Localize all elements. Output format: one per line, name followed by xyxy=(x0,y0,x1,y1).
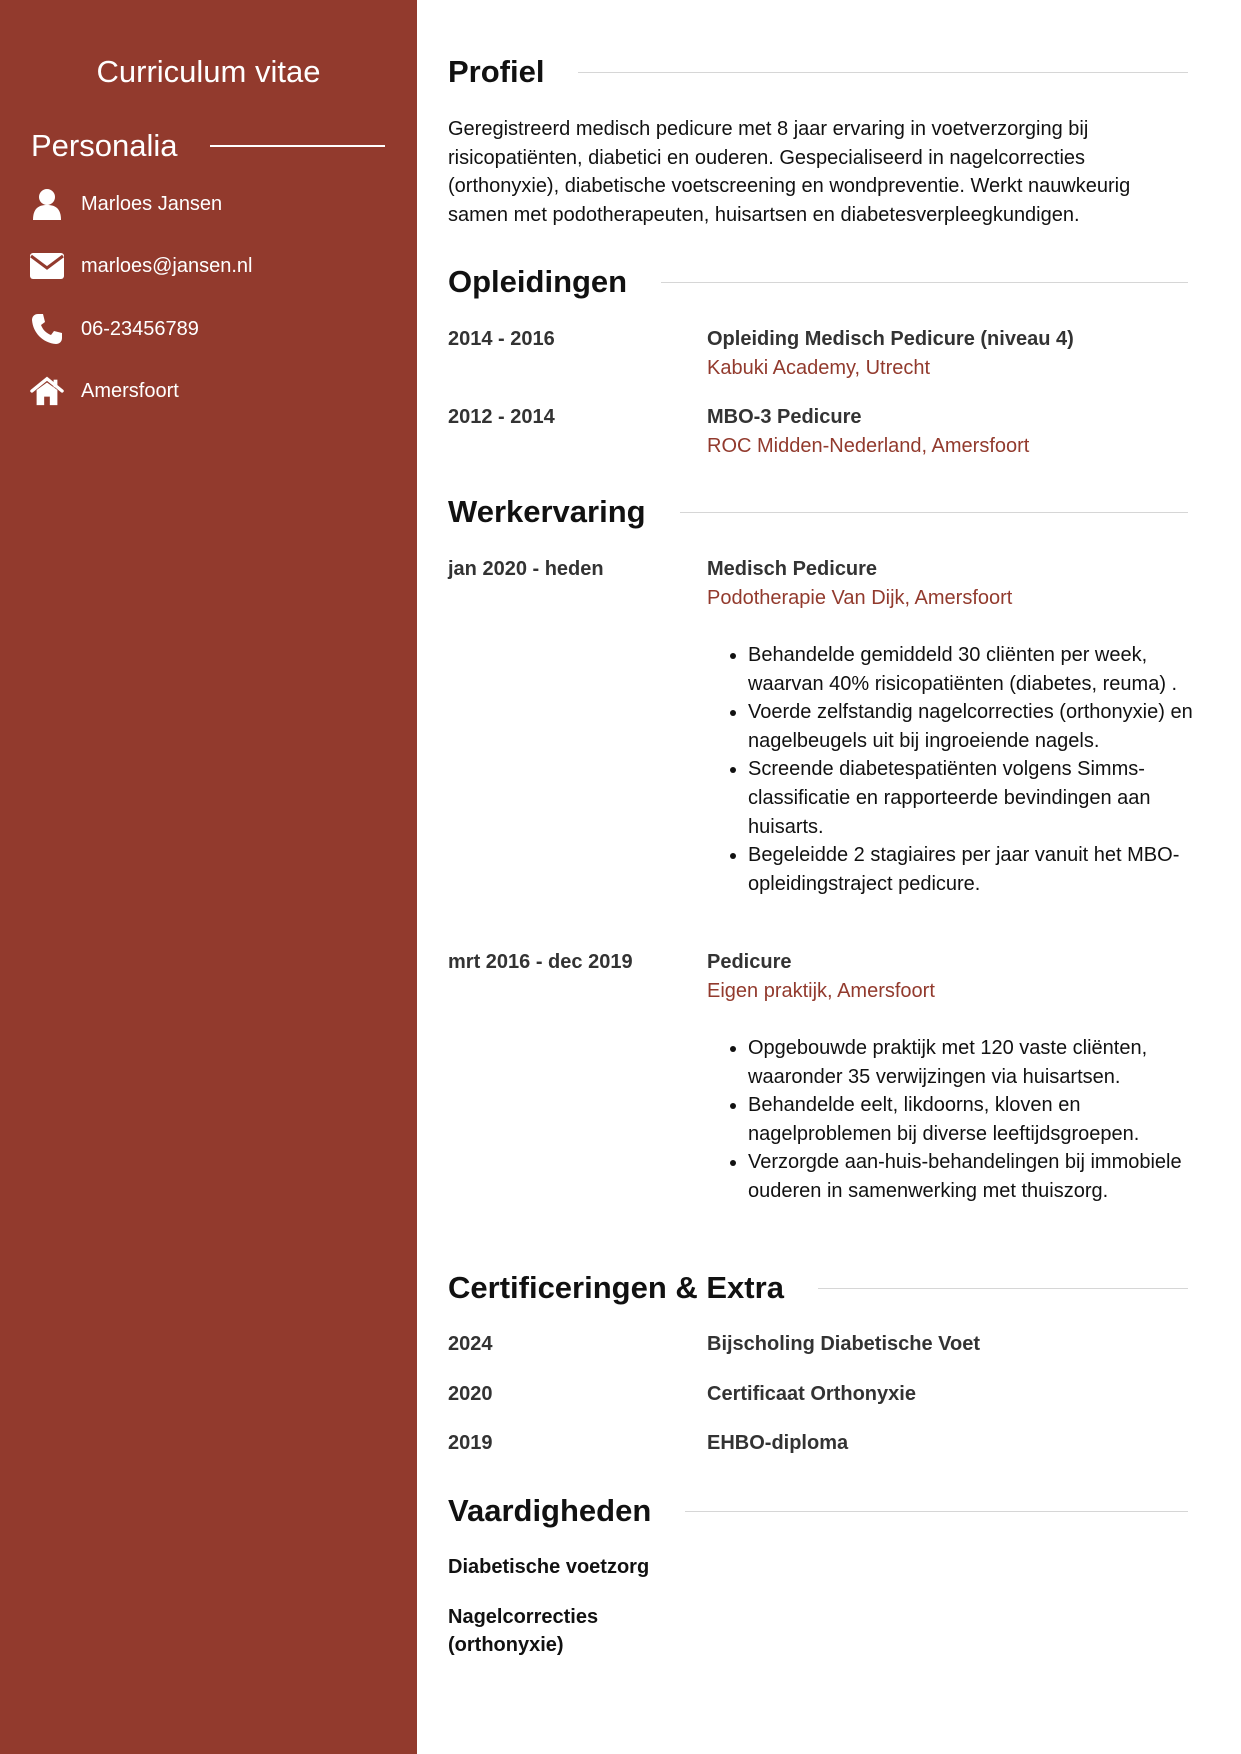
document-title: Curriculum vitae xyxy=(96,54,321,89)
profile-text: Geregistreerd medisch pedicure met 8 jaar ervaring in voetverzorging bij risicopatiënten, diabetici en ouderen. Gespecialiseerd in nagelcorrecties (orthonyxie), diabetische voetscreening en wondpreventie. Werkt nauwkeurig samen met podotherapeuten, huisartsen en diabetesverpleegkundigen. xyxy=(448,118,1131,226)
experience-period: mrt 2016 - dec 2019 xyxy=(448,951,633,973)
personalia-heading: Personalia xyxy=(31,128,178,163)
certification-title: EHBO-diploma xyxy=(707,1432,849,1454)
home-icon xyxy=(30,374,64,408)
contact-email-text[interactable]: marloes@jansen.nl xyxy=(81,254,253,277)
experience-employer: Podotherapie Van Dijk, Amersfoort xyxy=(707,587,1013,609)
experience-section-header xyxy=(448,492,1188,532)
user-icon xyxy=(30,187,64,221)
experience-bullets xyxy=(707,641,1228,898)
contact-city-text: Amersfoort xyxy=(81,379,179,402)
contact-city xyxy=(30,371,179,411)
list-item: • Behandelde gemiddeld 30 cliënten per week, waarvan 40% risicopatiënten (diabetes, reuma) . xyxy=(748,641,1228,698)
list-item: • Screende diabetespatiënten volgens Simms-classificatie en rapporteerde bevindingen aan huisarts. xyxy=(748,755,1228,841)
education-title: Opleiding Medisch Pedicure (niveau 4) xyxy=(707,328,1074,350)
experience-title: Medisch Pedicure xyxy=(707,558,878,580)
contact-phone-text[interactable]: 06-23456789 xyxy=(81,317,199,340)
certification-title: Bijscholing Diabetische Voet xyxy=(707,1333,981,1355)
certifications-heading: Certificeringen & Extra xyxy=(448,1268,818,1308)
skills-heading: Vaardigheden xyxy=(448,1491,685,1531)
contact-email[interactable] xyxy=(30,246,253,286)
list-item: • Begeleidde 2 stagiaires per jaar vanuit het MBO-opleidingstraject pedicure. xyxy=(748,841,1228,898)
certification-year: 2020 xyxy=(448,1383,493,1405)
list-item: • Verzorgde aan-huis-behandelingen bij immobiele ouderen in samenwerking met thuiszorg. xyxy=(748,1148,1228,1205)
education-institution: Kabuki Academy, Utrecht xyxy=(707,357,931,379)
profile-section-header xyxy=(448,52,1188,92)
contact-name-text: Marloes Jansen xyxy=(81,192,223,215)
personalia-divider xyxy=(210,145,385,147)
profile-heading: Profiel xyxy=(448,52,578,92)
contact-phone[interactable] xyxy=(30,309,199,349)
skill-item: Diabetische voetzorg xyxy=(448,1556,650,1578)
experience-period: jan 2020 - heden xyxy=(448,558,604,580)
list-item: • Behandelde eelt, likdoorns, kloven en nagelproblemen bij diverse leeftijdsgroepen. xyxy=(748,1091,1228,1148)
education-period: 2014 - 2016 xyxy=(448,328,555,350)
experience-employer: Eigen praktijk, Amersfoort xyxy=(707,980,935,1002)
list-item: • Opgebouwde praktijk met 120 vaste cliënten, waaronder 35 verwijzingen via huisartsen. xyxy=(748,1034,1228,1091)
education-heading: Opleidingen xyxy=(448,262,661,302)
education-title: MBO-3 Pedicure xyxy=(707,406,862,428)
skills-section-header xyxy=(448,1491,1188,1531)
education-institution: ROC Midden-Nederland, Amersfoort xyxy=(707,435,1030,457)
list-item: • Voerde zelfstandig nagelcorrecties (orthonyxie) en nagelbeugels uit bij ingroeiende nagels. xyxy=(748,698,1228,755)
envelope-icon xyxy=(30,249,64,283)
experience-bullets xyxy=(707,1034,1228,1206)
certification-year: 2024 xyxy=(448,1333,493,1355)
experience-title: Pedicure xyxy=(707,951,792,973)
certification-title: Certificaat Orthonyxie xyxy=(707,1383,916,1405)
education-period: 2012 - 2014 xyxy=(448,406,555,428)
experience-heading: Werkervaring xyxy=(448,492,680,532)
skill-item: Nagelcorrecties (orthonyxie) xyxy=(448,1606,599,1656)
certification-year: 2019 xyxy=(448,1432,493,1454)
phone-icon xyxy=(30,312,64,346)
contact-name xyxy=(30,184,222,224)
certifications-section-header xyxy=(448,1268,1188,1308)
sidebar xyxy=(0,0,417,1754)
education-section-header xyxy=(448,262,1188,302)
